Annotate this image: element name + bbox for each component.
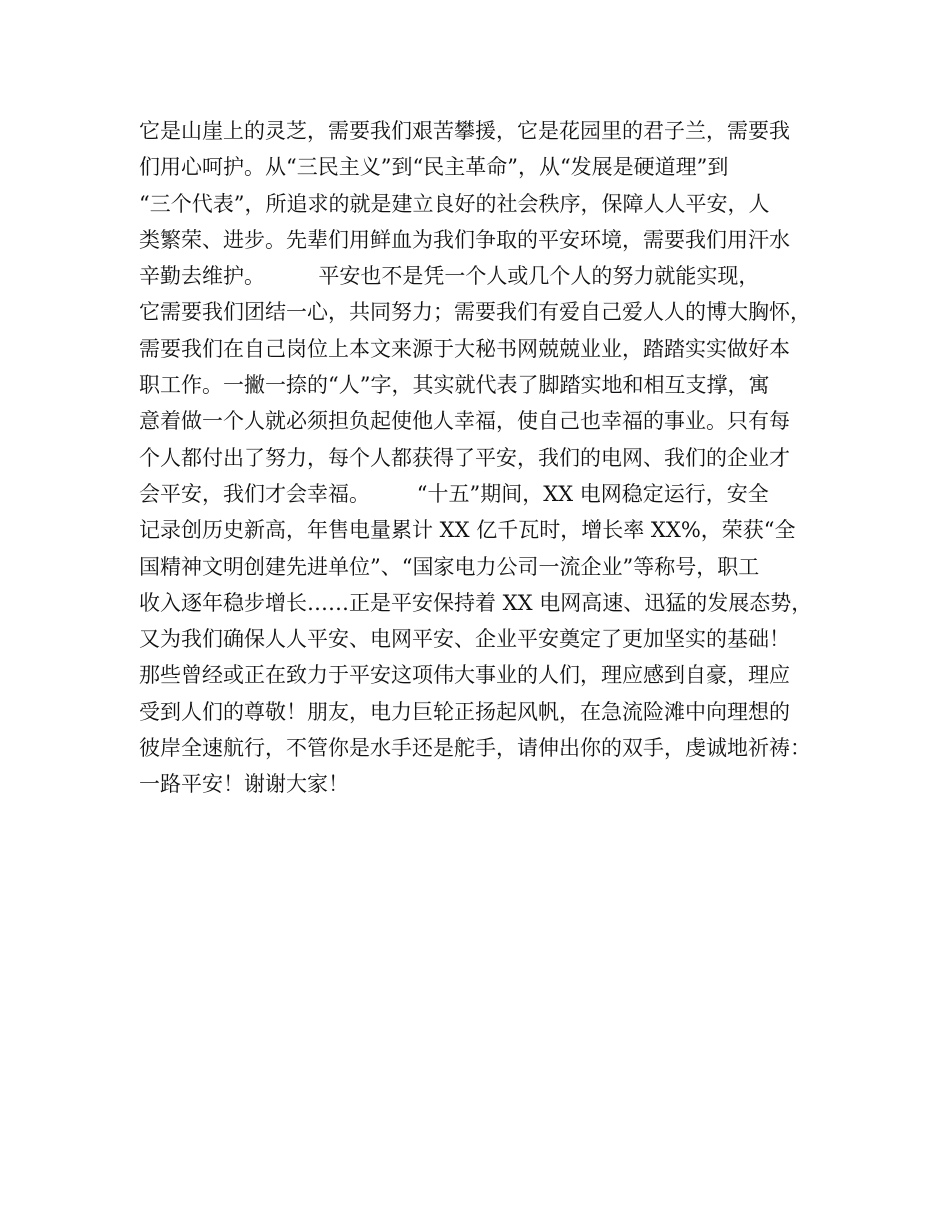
text-line: 记录创历史新高，年售电量累计 XX 亿千瓦时，增长率 XX%，荣获“全: [139, 518, 796, 543]
text-line: 一路平安！谢谢大家！: [139, 772, 349, 797]
text-line: 辛勤去维护。 平安也不是凭一个人或几个人的努力就能实现，: [139, 264, 760, 289]
body-text: [139, 113, 829, 803]
text-line: 它是山崖上的灵芝，需要我们艰苦攀援，它是花园里的君子兰，需要我: [139, 119, 790, 143]
text-line: 收入逐年稳步增长……正是平安保持着 XX 电网高速、迅猛的发展态势，: [139, 590, 813, 615]
text-line: 职工作。一撇一捺的“人”字，其实就代表了脚踏实地和相互支撑，寓: [139, 373, 770, 398]
text-line: 们用心呵护。从“三民主义”到“民主革命”，从“发展是硬道理”到: [139, 155, 729, 180]
text-line: “三个代表”，所追求的就是建立良好的社会秩序，保障人人平安，人: [139, 191, 770, 216]
text-line: 彼岸全速航行，不管你是水手还是舵手，请伸出你的双手，虔诚地祈祷：: [139, 736, 811, 761]
text-line: 会平安，我们才会幸福。 “十五”期间，XX 电网稳定运行，安全: [139, 481, 769, 506]
text-line: 类繁荣、进步。先辈们用鲜血为我们争取的平安环境，需要我们用汗水: [139, 227, 790, 252]
text-line: 国精神文明创建先进单位”、“国家电力公司一流企业”等称号，职工: [139, 554, 760, 579]
text-line: 又为我们确保人人平安、电网平安、企业平安奠定了更加坚实的基础！: [139, 627, 790, 652]
text-line: 那些曾经或正在致力于平安这项伟大事业的人们，理应感到自豪，理应: [139, 663, 790, 688]
text-line: 意着做一个人就必须担负起使他人幸福，使自己也幸福的事业。只有每: [139, 409, 790, 434]
text-line: 需要我们在自己岗位上本文来源于大秘书网兢兢业业，踏踏实实做好本: [139, 336, 790, 361]
text-line: 个人都付出了努力，每个人都获得了平安，我们的电网、我们的企业才: [139, 445, 790, 470]
text-line: 它需要我们团结一心，共同努力；需要我们有爱自己爱人人的博大胸怀，: [139, 300, 811, 325]
text-line: 受到人们的尊敬！朋友，电力巨轮正扬起风帆，在急流险滩中向理想的: [139, 699, 790, 724]
